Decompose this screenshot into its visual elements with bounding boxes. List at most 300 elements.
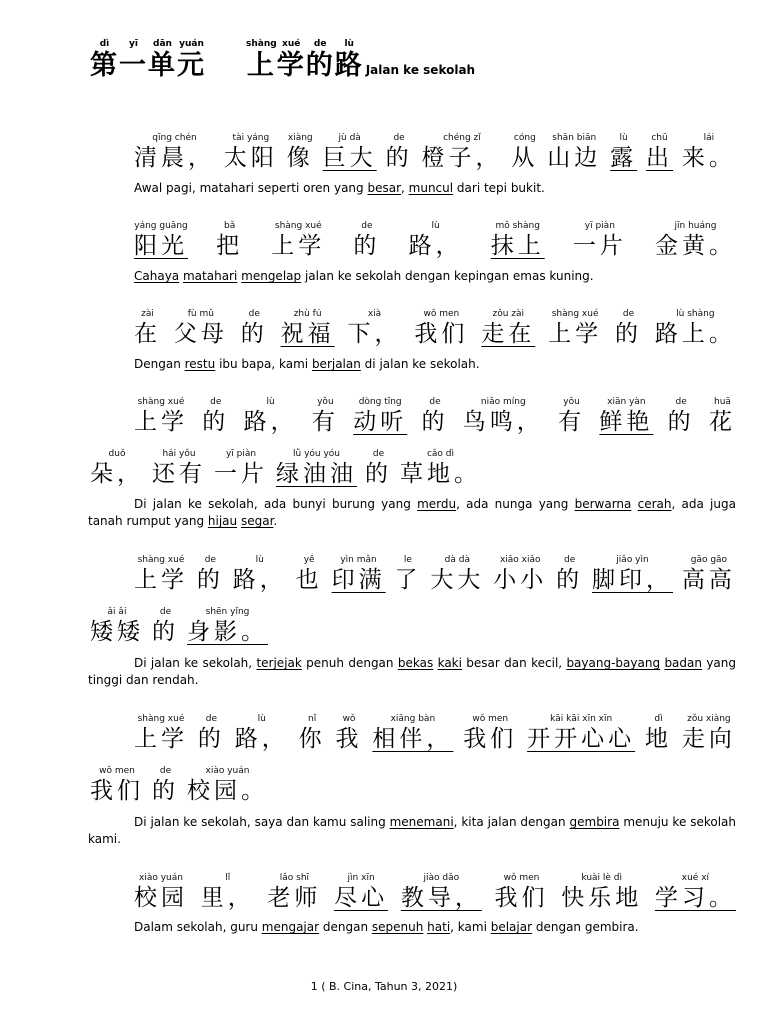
- pinyin: xiāng bàn: [390, 714, 436, 724]
- word: [134, 713, 188, 753]
- pinyin: de: [361, 221, 373, 231]
- vocab-word: [646, 132, 673, 172]
- pinyin: wǒ men: [472, 714, 509, 724]
- hanzi: 的: [202, 409, 230, 435]
- word: [645, 713, 672, 753]
- hanzi: 上学: [134, 726, 188, 752]
- hanzi: 路，: [408, 233, 463, 259]
- hanzi: 相伴，: [372, 726, 454, 752]
- pinyin: wǒ men: [99, 766, 135, 776]
- pinyin: shàng xué: [551, 309, 599, 319]
- hanzi: 走在: [481, 321, 536, 347]
- pinyin: de: [205, 714, 217, 724]
- translation-text: [134, 268, 736, 285]
- title-hanzi: 上: [246, 50, 276, 81]
- text-line: [134, 396, 736, 436]
- hanzi: 阳光: [134, 233, 188, 259]
- word: [655, 220, 736, 260]
- pinyin: jīn huáng: [674, 221, 717, 231]
- pinyin: de: [429, 397, 441, 407]
- pinyin: yǒu: [563, 397, 580, 407]
- title-hanzi: 单: [148, 50, 177, 81]
- translation-fragment: menuju ke sekolah kami.: [88, 815, 736, 846]
- pinyin: zài: [141, 309, 154, 319]
- pinyin: xué xí: [681, 873, 710, 883]
- vocab-word: [491, 220, 545, 260]
- pinyin: zǒu xiàng: [687, 714, 731, 724]
- translation-fragment: .: [273, 514, 278, 528]
- word: [90, 765, 144, 805]
- hanzi: 祝福: [280, 321, 335, 347]
- vocab-translation: matahari: [182, 269, 238, 283]
- translation-fragment: , ada nunga yang: [456, 497, 575, 511]
- word: [463, 713, 517, 753]
- vocab-word: [592, 554, 673, 594]
- vocab-word: [281, 308, 335, 348]
- pinyin: jù dà: [338, 133, 361, 143]
- word: [134, 308, 161, 348]
- vocab-translation: berjalan: [311, 357, 361, 371]
- vocab-translation: segar: [240, 514, 274, 528]
- title-pinyin: yī: [129, 39, 138, 49]
- hanzi: 像: [286, 145, 314, 171]
- title-pinyin: dān: [153, 39, 172, 49]
- word: [312, 396, 339, 436]
- word: [235, 713, 289, 753]
- title-char: [335, 38, 364, 82]
- hanzi: 清晨，: [134, 145, 215, 171]
- pinyin: fù mǔ: [187, 309, 214, 319]
- vocab-word: [187, 606, 268, 646]
- hanzi: 来。: [681, 145, 736, 171]
- hanzi: 的: [152, 619, 179, 645]
- hanzi: 的: [152, 778, 179, 804]
- hanzi: 在: [134, 321, 161, 347]
- hanzi: 花: [708, 409, 736, 435]
- word: [90, 448, 144, 488]
- pinyin: shàng xué: [274, 221, 322, 231]
- hanzi: 学习。: [654, 885, 736, 911]
- word: [573, 220, 627, 260]
- translation-fragment: Dengan: [134, 357, 185, 371]
- pinyin: bǎ: [224, 221, 236, 231]
- title-char: [306, 38, 335, 82]
- pinyin: zhù fú: [293, 309, 322, 319]
- vocab-translation: sepenuh: [371, 920, 424, 934]
- hanzi: 草地。: [400, 461, 481, 487]
- vocab-translation: berwarna: [574, 497, 632, 511]
- word: [214, 448, 268, 488]
- hanzi: 印满: [331, 567, 386, 593]
- text-line: [134, 132, 736, 172]
- vocab-word: [372, 713, 453, 753]
- pinyin: nǐ: [308, 714, 317, 724]
- pinyin: de: [159, 607, 172, 617]
- text-line: [134, 308, 736, 348]
- hanzi: 我: [335, 726, 363, 752]
- translation-fragment: di jalan ke sekolah.: [360, 357, 480, 371]
- hanzi: 高高: [681, 567, 736, 593]
- page-footer: 1 ( B. Cina, Tahun 3, 2021): [310, 980, 458, 993]
- hanzi: 的: [556, 567, 584, 593]
- pinyin: cǎo dì: [426, 449, 455, 459]
- pinyin: jiǎo yìn: [616, 555, 649, 565]
- translation-fragment: dengan gembira.: [532, 920, 639, 934]
- hanzi: 金黄。: [654, 233, 736, 259]
- title-pinyin: lù: [344, 39, 354, 49]
- pinyin: xiàng: [287, 133, 313, 143]
- pinyin: qīng chén: [152, 133, 197, 143]
- pinyin: lù: [257, 714, 266, 724]
- hanzi: 一片: [572, 233, 627, 259]
- vocab-translation: terjejak: [256, 656, 302, 670]
- vocab-translation: mengelap: [241, 269, 302, 283]
- word: [201, 872, 255, 912]
- pinyin: duǒ: [108, 449, 126, 459]
- hanzi: 的: [196, 567, 224, 593]
- pinyin: lù: [619, 133, 628, 143]
- title-char: [177, 38, 206, 82]
- word: [495, 872, 549, 912]
- hanzi: 的: [353, 233, 381, 259]
- hanzi: 我们: [90, 778, 144, 804]
- hanzi: 父母: [173, 321, 228, 347]
- word: [548, 308, 602, 348]
- hanzi: 的: [240, 321, 268, 347]
- vocab-translation: hijau: [207, 514, 238, 528]
- text-line: [134, 220, 736, 260]
- translation-fragment: , kita jalan dengan: [453, 815, 570, 829]
- pinyin: wǒ men: [423, 309, 460, 319]
- pinyin: shēn yǐng: [205, 607, 250, 617]
- vocab-word: [610, 132, 637, 172]
- word: [187, 765, 268, 805]
- hanzi: 路上。: [654, 321, 736, 347]
- hanzi: 路，: [232, 567, 287, 593]
- pinyin: gāo gāo: [690, 555, 728, 565]
- pinyin: wǒ men: [503, 873, 540, 883]
- translation-fragment: penuh dengan: [301, 656, 398, 670]
- pinyin: lù: [431, 221, 440, 231]
- pinyin: cóng: [513, 133, 536, 143]
- hanzi: 小小: [493, 567, 548, 593]
- translation-fragment: dari tepi bukit.: [453, 181, 545, 195]
- vocab-word: [323, 132, 377, 172]
- vocab-translation: gembira: [569, 815, 620, 829]
- title-char: [90, 38, 119, 82]
- pinyin: dòng tīng: [358, 397, 402, 407]
- pinyin: yī piàn: [584, 221, 615, 231]
- translation-text: [88, 496, 736, 530]
- hanzi: 校园。: [187, 778, 268, 804]
- pinyin: le: [403, 555, 412, 565]
- vocab-translation: menemani: [389, 815, 454, 829]
- word: [682, 713, 736, 753]
- page-subtitle: Jalan ke sekolah: [365, 63, 476, 77]
- hanzi: 我们: [494, 885, 549, 911]
- pinyin: lù shàng: [676, 309, 715, 319]
- title-hanzi: 的: [305, 50, 335, 81]
- pinyin: yǒu: [317, 397, 334, 407]
- word: [430, 554, 484, 594]
- hanzi: 你: [298, 726, 326, 752]
- hanzi: 上学: [134, 409, 188, 435]
- pinyin: xiào yuán: [139, 873, 183, 883]
- word: [365, 448, 392, 488]
- word: [336, 713, 363, 753]
- hanzi: 脚印，: [592, 567, 674, 593]
- translation-text: [88, 655, 736, 689]
- hanzi: 了: [394, 567, 422, 593]
- vocab-translation: Cahaya: [134, 269, 180, 283]
- vocab-translation: mengajar: [261, 920, 320, 934]
- hanzi: 绿油油: [276, 461, 357, 487]
- word: [224, 132, 278, 172]
- vocab-word: [401, 872, 482, 912]
- vocab-translation: cerah: [637, 497, 672, 511]
- vocab-translation: merdu: [417, 497, 457, 511]
- hanzi: 也: [295, 567, 323, 593]
- pinyin: kuài lè dì: [581, 873, 623, 883]
- word: [394, 554, 421, 594]
- vocab-translation: besar: [367, 181, 402, 195]
- word: [233, 554, 287, 594]
- translation-fragment: Dalam sekolah, guru: [134, 920, 262, 934]
- hanzi: 老师: [267, 885, 322, 911]
- pinyin: mǒ shàng: [495, 221, 540, 231]
- pinyin: xiǎo xiǎo: [499, 555, 541, 565]
- word: [216, 220, 243, 260]
- title-pinyin: shàng: [246, 39, 277, 49]
- hanzi: 的: [197, 726, 225, 752]
- word: [174, 308, 228, 348]
- vocab-translation: kaki: [437, 656, 462, 670]
- pinyin: chéng zǐ: [443, 133, 481, 143]
- word: [414, 308, 468, 348]
- vocab-word: [276, 448, 357, 488]
- hanzi: 上学: [548, 321, 603, 347]
- translation-fragment: , kami: [450, 920, 491, 934]
- title-char: [119, 38, 148, 82]
- word: [561, 872, 642, 912]
- word: [421, 396, 448, 436]
- vocab-word: [134, 220, 188, 260]
- pinyin: dì: [654, 714, 663, 724]
- pinyin: shàng xué: [137, 397, 185, 407]
- word: [386, 132, 413, 172]
- pinyin: lù: [266, 397, 275, 407]
- hanzi: 的: [667, 409, 695, 435]
- hanzi: 还有: [152, 461, 206, 487]
- word: [244, 396, 298, 436]
- text-line: [90, 765, 736, 805]
- vocab-translation: badan: [664, 656, 702, 670]
- word: [198, 713, 225, 753]
- hanzi: 朵，: [90, 461, 144, 487]
- vocab-translation: muncul: [408, 181, 454, 195]
- hanzi: 的: [615, 321, 642, 347]
- word: [463, 396, 544, 436]
- word: [558, 396, 585, 436]
- title-hanzi: 路: [334, 50, 364, 81]
- hanzi: 鸟鸣，: [462, 409, 544, 435]
- vocab-word: [332, 554, 386, 594]
- title-hanzi: 学: [276, 50, 306, 81]
- text-line: [134, 554, 736, 594]
- pinyin: xiào yuán: [205, 766, 250, 776]
- word: [299, 713, 326, 753]
- title-hanzi: 第: [90, 50, 119, 81]
- hanzi: 抹上: [490, 233, 545, 259]
- word: [493, 554, 547, 594]
- hanzi: 下，: [347, 321, 402, 347]
- title-char: [246, 38, 277, 82]
- text-line: [90, 448, 736, 488]
- pinyin: jìn xīn: [347, 873, 375, 883]
- pinyin: de: [159, 766, 172, 776]
- word: [134, 396, 188, 436]
- vocab-word: [353, 396, 407, 436]
- pinyin: de: [675, 397, 687, 407]
- hanzi: 一片: [214, 461, 268, 487]
- pinyin: huā: [714, 397, 731, 407]
- pinyin: lǐ: [225, 873, 231, 883]
- hanzi: 矮矮: [90, 619, 144, 645]
- pinyin: jiào dǎo: [423, 873, 460, 883]
- word: [353, 220, 380, 260]
- translation-fragment: Awal pagi, matahari seperti oren yang: [134, 181, 368, 195]
- pinyin: yī piàn: [225, 449, 257, 459]
- word: [655, 308, 736, 348]
- hanzi: 把: [216, 233, 244, 259]
- hanzi: 从: [511, 145, 539, 171]
- pinyin: de: [204, 555, 217, 565]
- translation-fragment: besar dan kecil,: [461, 656, 567, 670]
- word: [348, 308, 402, 348]
- word: [90, 606, 144, 646]
- translation-fragment: Di jalan ke sekolah, ada bunyi burung yang: [134, 497, 418, 511]
- word: [134, 554, 188, 594]
- word: [152, 448, 206, 488]
- word: [682, 554, 736, 594]
- pinyin: lái: [703, 133, 715, 143]
- word: [197, 554, 224, 594]
- word: [615, 308, 642, 348]
- hanzi: 我们: [414, 321, 469, 347]
- translation-text: [88, 814, 736, 848]
- title-pinyin: de: [313, 39, 327, 49]
- vocab-translation: bayang-bayang: [566, 656, 661, 670]
- hanzi: 有: [311, 409, 339, 435]
- vocab-translation: restu: [184, 357, 216, 371]
- word: [668, 396, 695, 436]
- hanzi: 开开心心: [527, 726, 636, 752]
- hanzi: 巨大: [322, 145, 377, 171]
- pinyin: shàng xué: [137, 714, 185, 724]
- hanzi: 身影。: [187, 619, 268, 645]
- pinyin: lǎo shī: [279, 873, 310, 883]
- translation-fragment: ,: [401, 181, 409, 195]
- hanzi: 露: [610, 145, 638, 171]
- pinyin: chū: [651, 133, 668, 143]
- hanzi: 里，: [200, 885, 255, 911]
- hanzi: 的: [365, 461, 392, 487]
- pinyin: kāi kāi xīn xīn: [550, 714, 613, 724]
- hanzi: 有: [558, 409, 586, 435]
- hanzi: 校园: [134, 885, 188, 911]
- title-pinyin: yuán: [179, 39, 204, 49]
- hanzi: 我们: [463, 726, 518, 752]
- vocab-translation: belajar: [490, 920, 533, 934]
- pinyin: wǒ: [342, 714, 356, 724]
- translation-text: [134, 356, 736, 373]
- pinyin: hái yǒu: [162, 449, 196, 459]
- pinyin: de: [622, 309, 635, 319]
- pinyin: lǜ yóu yóu: [293, 449, 340, 459]
- vocab-translation: hati: [427, 920, 451, 934]
- pinyin: yìn mǎn: [340, 555, 377, 565]
- pinyin: de: [372, 449, 385, 459]
- hanzi: 上学: [134, 567, 188, 593]
- hanzi: 路，: [234, 726, 289, 752]
- pinyin: niǎo míng: [480, 397, 526, 407]
- hanzi: 路，: [243, 409, 298, 435]
- title-pinyin: dì: [99, 39, 110, 49]
- translation-fragment: yang tinggi dan rendah.: [88, 656, 737, 687]
- pinyin: yáng guāng: [134, 221, 188, 231]
- hanzi: 的: [421, 409, 449, 435]
- pinyin: de: [248, 309, 260, 319]
- hanzi: 太阳: [223, 145, 278, 171]
- word: [134, 132, 215, 172]
- translation-fragment: jalan ke sekolah dengan kepingan emas kuning.: [301, 269, 594, 283]
- word: [152, 765, 179, 805]
- word: [709, 396, 736, 436]
- word: [271, 220, 325, 260]
- hanzi: 教导，: [400, 885, 482, 911]
- text-line: [90, 606, 736, 646]
- word: [296, 554, 323, 594]
- page-title: [90, 38, 475, 88]
- pinyin: dà dà: [444, 555, 470, 565]
- translation-fragment: Di jalan ke sekolah,: [134, 656, 257, 670]
- pinyin: de: [210, 397, 222, 407]
- hanzi: 走向: [681, 726, 736, 752]
- title-hanzi: 一: [119, 50, 148, 81]
- word: [134, 872, 188, 912]
- pinyin: zǒu zài: [492, 309, 525, 319]
- pinyin: yě: [303, 555, 315, 565]
- hanzi: 动听: [353, 409, 408, 435]
- word: [409, 220, 463, 260]
- hanzi: 快乐地: [561, 885, 643, 911]
- title-pinyin: xué: [282, 39, 301, 49]
- word: [400, 448, 481, 488]
- hanzi: 地: [645, 726, 672, 752]
- title-char: [148, 38, 177, 82]
- word: [682, 132, 736, 172]
- pinyin: tài yáng: [232, 133, 270, 143]
- hanzi: 出: [646, 145, 674, 171]
- word: [202, 396, 229, 436]
- hanzi: 鲜艳: [599, 409, 654, 435]
- translation-fragment: , ada juga tanah rumput yang: [88, 497, 736, 528]
- hanzi: 的: [385, 145, 413, 171]
- translation-text: [134, 180, 736, 197]
- word: [152, 606, 179, 646]
- translation-fragment: dengan: [319, 920, 372, 934]
- vocab-word: [655, 872, 736, 912]
